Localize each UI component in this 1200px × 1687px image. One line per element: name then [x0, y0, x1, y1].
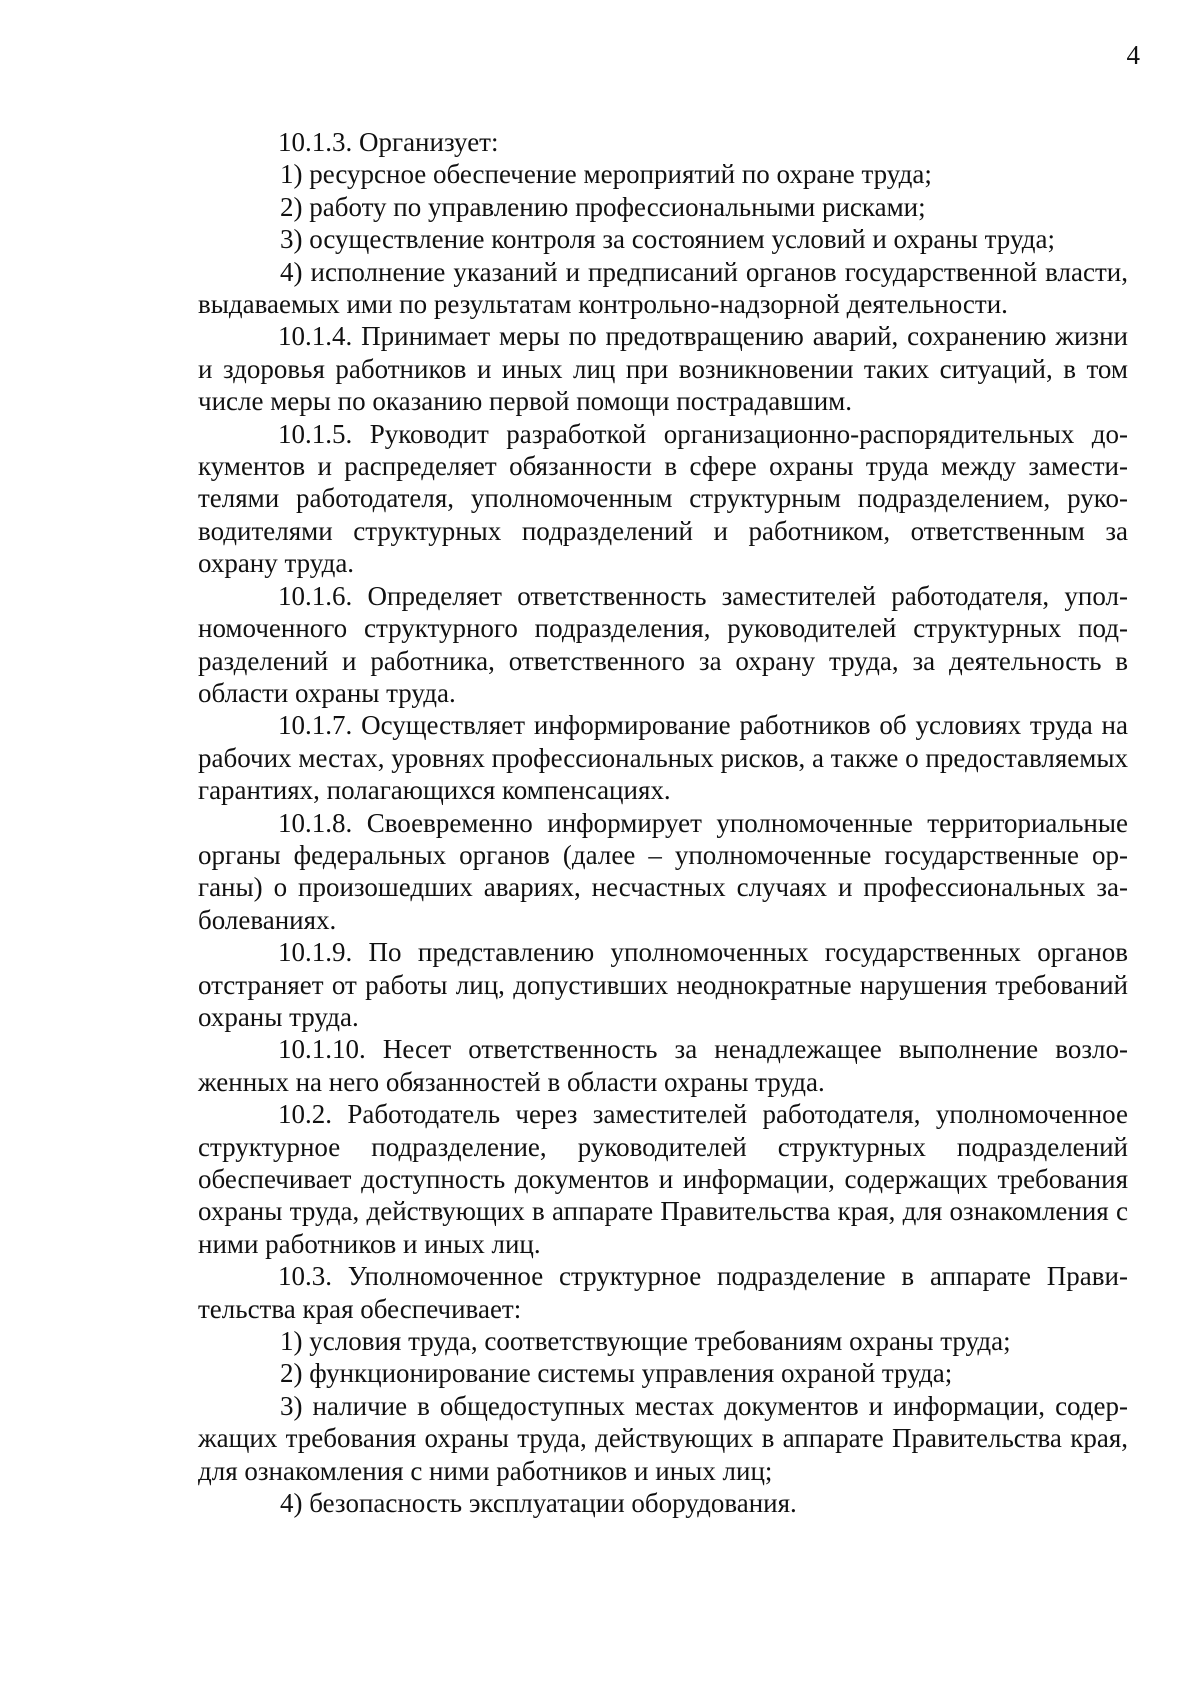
clause-10-1-10: 10.1.10. Несет ответственность за ненадлежащее выполнение возложенных на него обязанностей в области охраны труда. — [198, 1034, 1128, 1097]
list-item: 1) условия труда, соответствующие требованиям охраны труда; — [280, 1326, 1011, 1357]
list-item: 1) ресурсное обеспечение мероприятий по охране труда; — [280, 159, 932, 190]
list-item: 4) исполнение указаний и предписаний органов государственной власти, выдаваемых ими по результатам контрольно-надзорной деятельности. — [198, 256, 1128, 320]
clause-10-3: 10.3. Уполномоченное структурное подразделение в аппарате Правительства края обеспечивает: — [198, 1261, 1128, 1324]
list-item: 2) функционирование системы управления охраной труда; — [280, 1358, 953, 1389]
clause-10-1-4: 10.1.4. Принимает меры по предотвращению аварий, сохранению жизни и здоровья работников и иных лиц при возникновении таких ситуаций, в том числе меры по оказанию первой помощи пострадавшим. — [198, 321, 1128, 417]
clause-10-1-5: 10.1.5. Руководит разработкой организационно-распорядительных документов и распределяет обязанности в сфере охраны труда между заместителями работодателя, уполномоченным структурным подразделением, руководителями структурных подразделений и работником, ответственным за охрану труда. — [198, 418, 1128, 579]
clause-10-1-8: 10.1.8. Своевременно информирует уполномоченные территориальные органы федеральных органов (далее – уполномоченные государственные органы) о произошедших авариях, несчастных случаях и профессиональных заболеваниях. — [198, 807, 1128, 935]
clause-10-1-9: 10.1.9. По представлению уполномоченных государственных органов отстраняет от работы лиц, допустивших неоднократные нарушения требований охраны труда. — [198, 937, 1128, 1032]
page-number: 4 — [1126, 40, 1140, 70]
list-item: 2) работу по управлению профессиональными рисками; — [280, 191, 926, 222]
list-item: 3) осуществление контроля за состоянием условий и охраны труда; — [280, 224, 1055, 255]
clause-10-1-7: 10.1.7. Осуществляет информирование работников об условиях труда на рабочих местах, уровнях профессиональных рисков, а также о предоставляемых гарантиях, полагающихся компенсациях. — [198, 710, 1128, 806]
document-body — [198, 126, 1128, 1519]
clause-10-1-3: 10.1.3. Организует: — [278, 127, 499, 157]
list-item: 4) безопасность эксплуатации оборудования. — [280, 1488, 797, 1519]
clause-10-1-6: 10.1.6. Определяет ответственность заместителей работодателя, уполномоченного структурного подразделения, руководителей структурных подразделений и работника, ответственного за охрану труда, за деятельность в области охраны труда. — [198, 580, 1128, 708]
list-item: 3) наличие в общедоступных местах документов и информации, содержащих требования охраны труда, действующих в аппарате Правительства края, для ознакомления с ними работников и иных лиц; — [198, 1390, 1128, 1486]
clause-10-2: 10.2. Работодатель через заместителей работодателя, уполномоченное структурное подразделение, руководителей структурных подразделений обеспечивает доступность документов и информации, содержащих требования охраны труда, действующих в аппарате Правительства края, для ознакомления с ними работников и иных лиц. — [198, 1099, 1128, 1259]
